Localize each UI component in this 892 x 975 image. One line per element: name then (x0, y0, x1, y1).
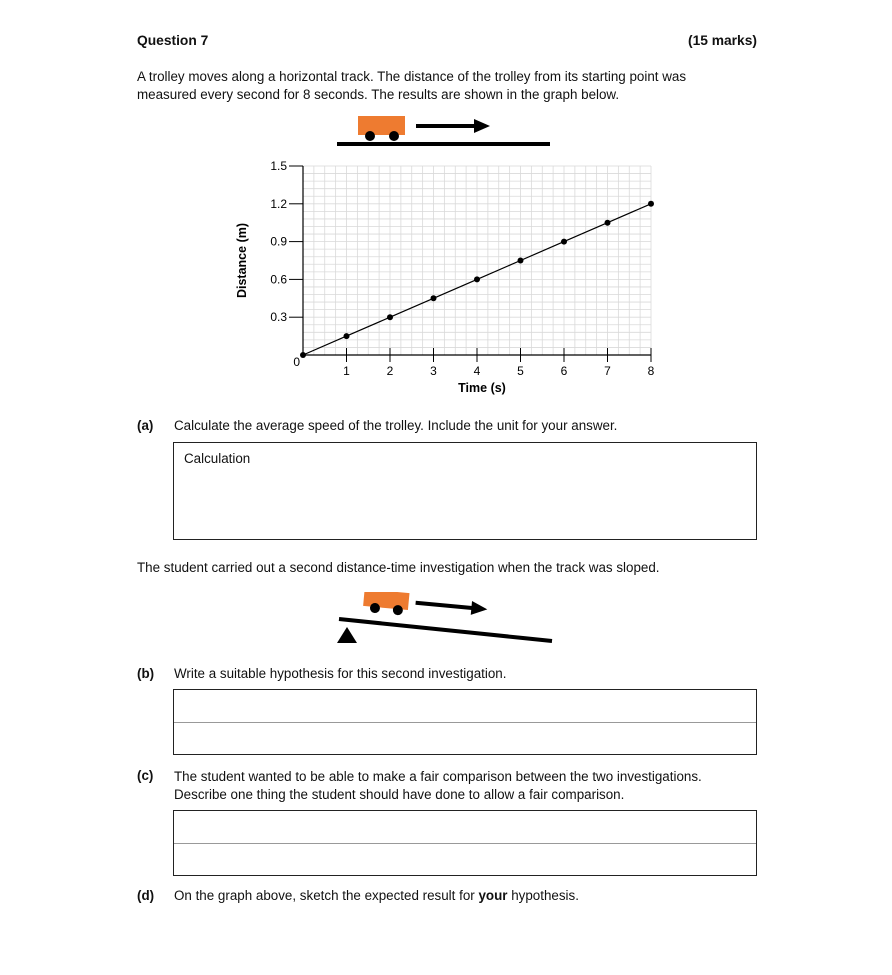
data-point (518, 258, 524, 264)
x-tick-label: 4 (473, 364, 481, 378)
data-point (561, 239, 567, 245)
part-d-text-before: On the graph above, sketch the expected result for (174, 888, 479, 903)
data-point (474, 276, 480, 282)
question-marks: (15 marks) (687, 33, 757, 48)
track-support-triangle (337, 627, 357, 643)
x-tick-label: 7 (604, 364, 611, 378)
part-d-text-after: hypothesis. (507, 888, 579, 903)
horizontal-track-diagram (330, 112, 560, 152)
part-c-text-line-1: The student wanted to be able to make a fair comparison between the two investigations. (174, 769, 702, 784)
y-tick-label: 0.9 (270, 234, 287, 249)
second-investigation-text: The student carried out a second distance-time investigation when the track was sloped. (137, 560, 660, 575)
distance-time-graph (230, 152, 670, 407)
part-c-text-line-2: Describe one thing the student should have done to allow a fair comparison. (174, 787, 625, 802)
trolley-wheel-right (389, 131, 399, 141)
part-d-text (174, 888, 579, 903)
direction-arrow-shaft (416, 603, 474, 608)
part-a-text: Calculate the average speed of the trolley. Include the unit for your answer. (174, 418, 618, 433)
part-a-answer-box[interactable] (173, 442, 757, 540)
y-tick-label: 0.6 (270, 272, 287, 287)
direction-arrow-head (474, 119, 490, 133)
y-tick-label: 0.3 (270, 310, 287, 325)
x-tick-label: 2 (386, 364, 394, 378)
intro-line-1: A trolley moves along a horizontal track. The distance of the trolley from its starting point was (137, 69, 687, 84)
x-axis-label: Time (s) (458, 381, 506, 395)
y-tick-label: 1.5 (270, 159, 287, 173)
data-point (300, 352, 306, 358)
part-b-label: (b) (137, 666, 155, 681)
intro-line-2: measured every second for 8 seconds. The results are shown in the graph below. (137, 87, 620, 102)
direction-arrow-head (471, 601, 488, 616)
trolley-body (358, 116, 405, 135)
question-intro (137, 68, 777, 104)
x-tick-label: 1 (343, 364, 350, 378)
part-c-answer-box[interactable] (173, 810, 757, 876)
x-tick-label: 3 (430, 364, 437, 378)
data-point (387, 314, 393, 320)
part-a-label: (a) (137, 418, 154, 433)
part-b-answer-box[interactable] (173, 689, 757, 755)
sloped-track-diagram (330, 592, 560, 650)
calculation-caption: Calculation (184, 451, 251, 466)
question-title: Question 7 (137, 33, 209, 48)
trolley-wheel-left (365, 131, 375, 141)
x-tick-label: 8 (647, 364, 655, 378)
part-c-text (174, 768, 702, 804)
x-tick-label: 5 (517, 364, 524, 378)
part-d-text-emphasis: your (478, 888, 508, 903)
y-axis-label: Distance (m) (235, 222, 249, 299)
part-c-label: (c) (137, 768, 154, 783)
data-point (648, 201, 654, 207)
part-b-text: Write a suitable hypothesis for this second investigation. (174, 666, 507, 681)
part-d-label: (d) (137, 888, 155, 903)
x-tick-label: 6 (560, 364, 568, 378)
answer-line-divider (174, 843, 756, 844)
answer-line-divider (174, 722, 756, 723)
data-point (344, 333, 350, 339)
graph-grid (303, 166, 651, 355)
data-point (431, 295, 437, 301)
y-tick-label: 1.2 (270, 196, 287, 211)
origin-label: 0 (293, 355, 300, 369)
data-point (605, 220, 611, 226)
sloped-track-line (339, 619, 552, 641)
